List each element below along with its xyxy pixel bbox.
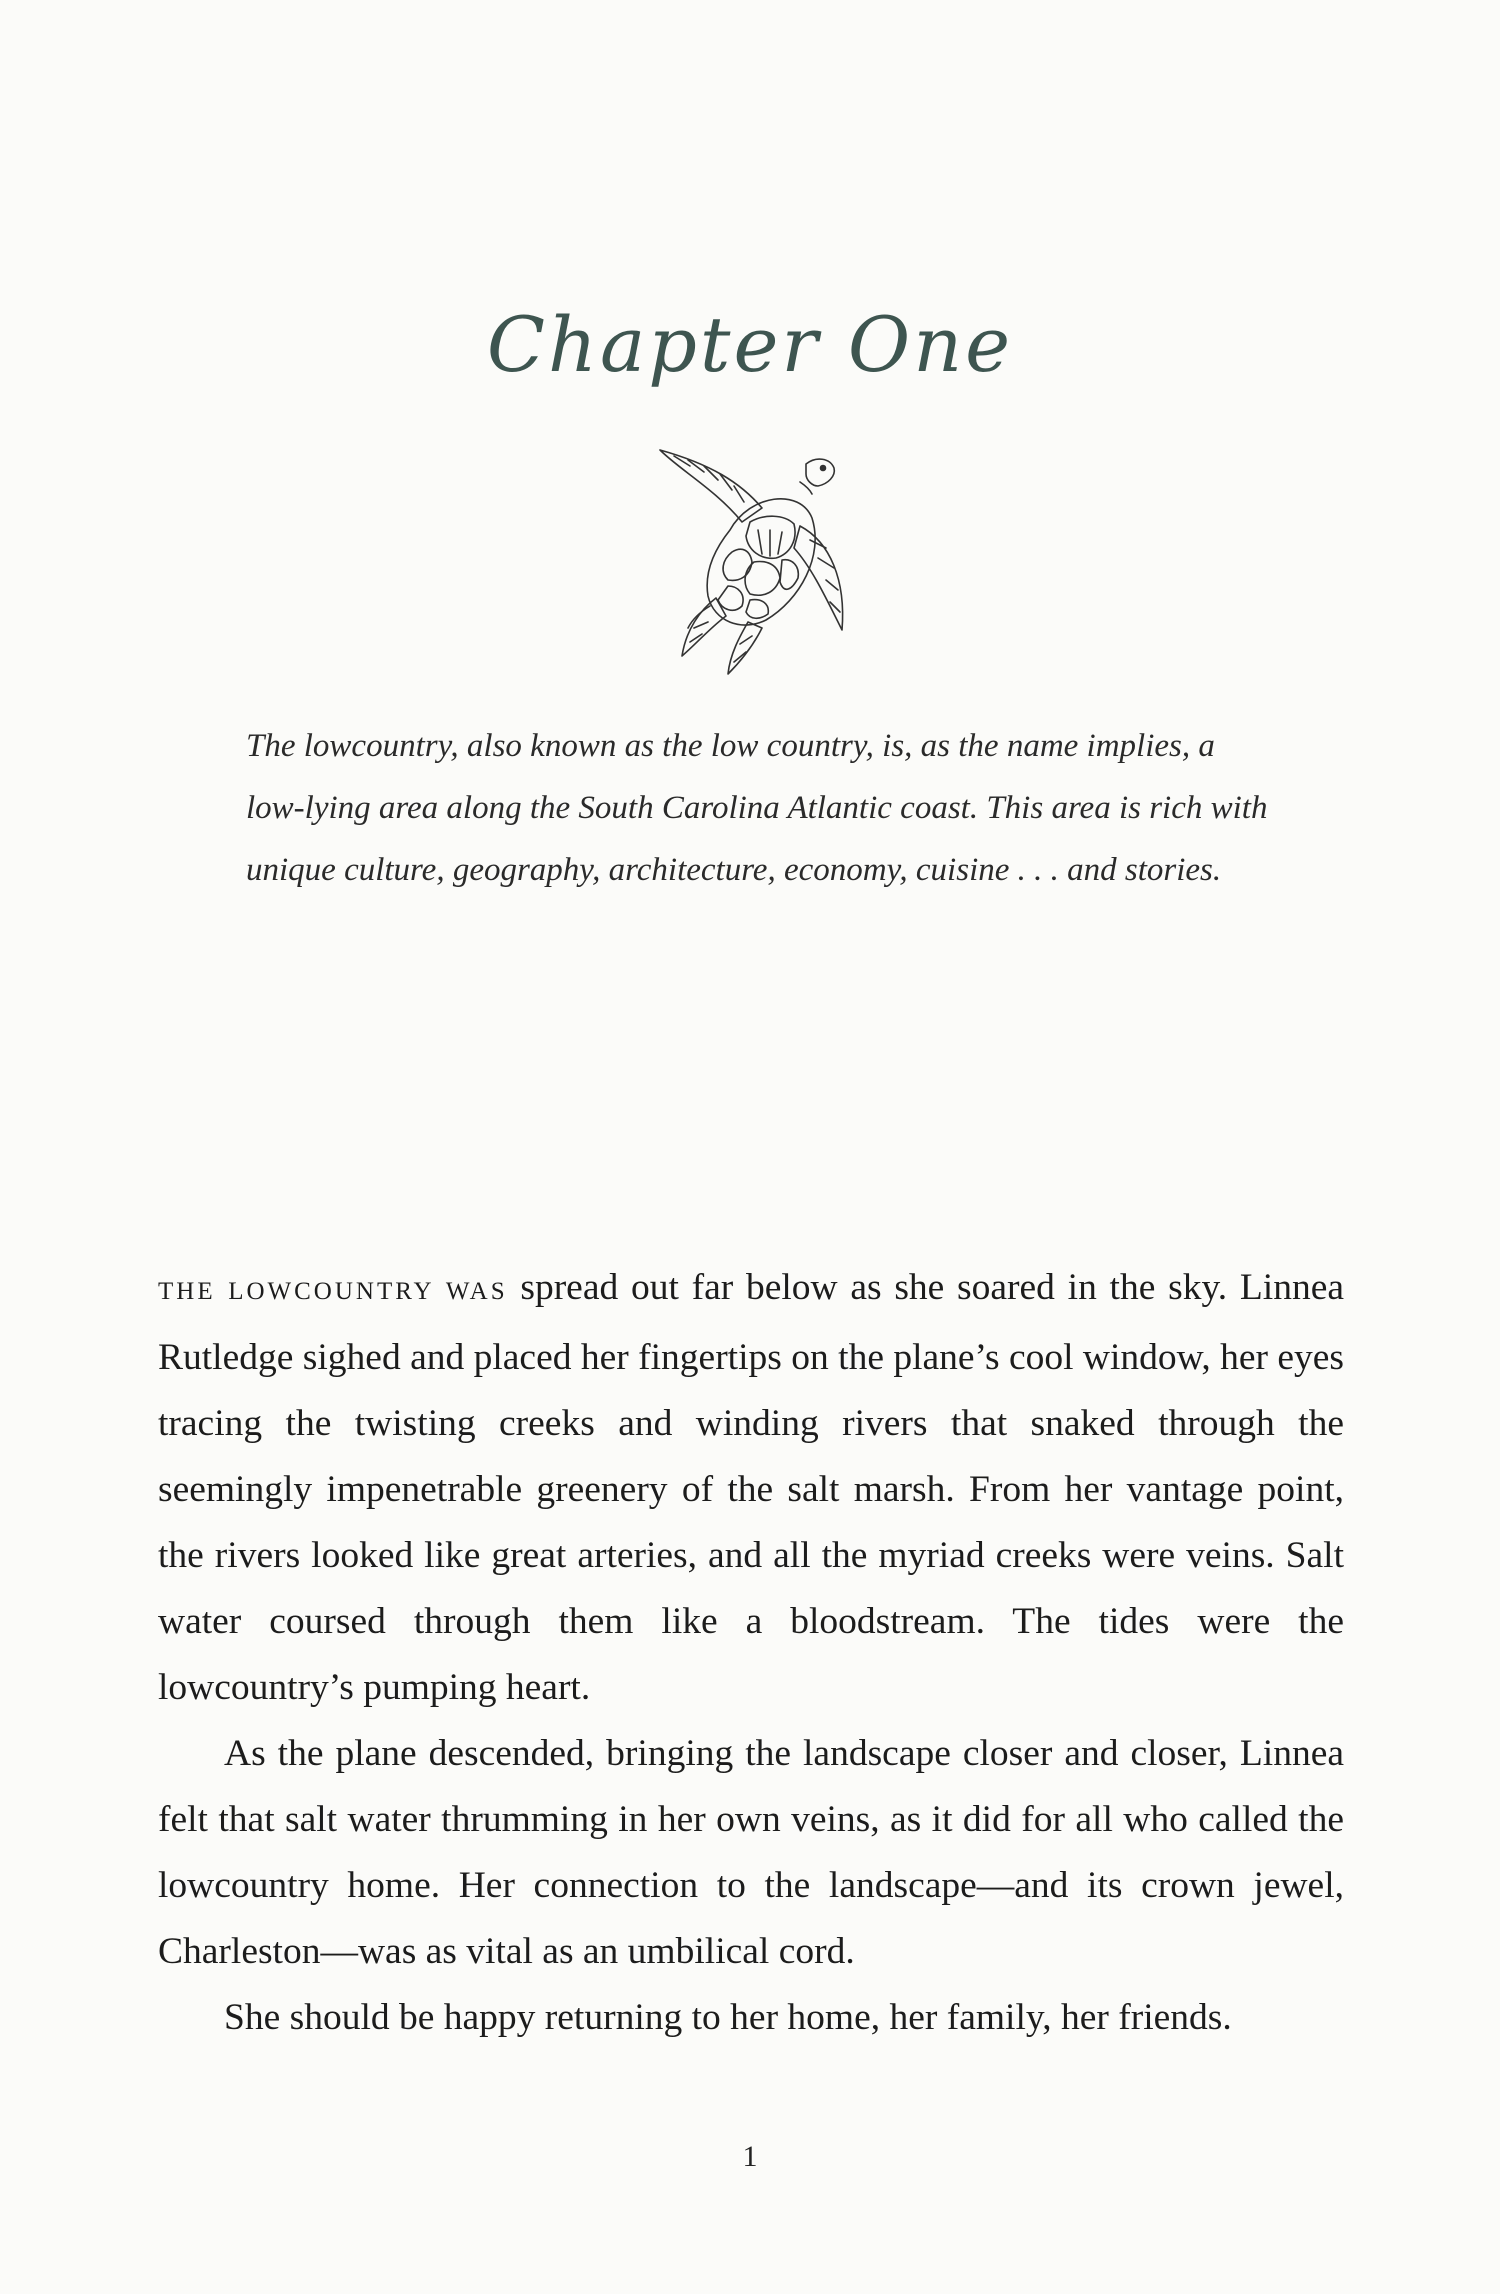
sea-turtle-icon xyxy=(630,430,870,680)
paragraph-text: spread out far below as she soared in the sky. Linnea Rutledge sighed and placed her fingertips on the plane’s cool window, her eyes tracing the twisting creeks and winding rivers that snaked through the seemingly impenetrable greenery of the salt marsh. From her vantage point, the rivers looked like great arteries, and all the myriad creeks were veins. Salt water coursed through them like a bloodstream. The tides were the lowcountry’s pumping heart. xyxy=(158,1267,1344,1708)
paragraph: She should be happy returning to her home, her family, her friends. xyxy=(224,1997,1232,2038)
page-number: 1 xyxy=(742,2140,758,2173)
chapter-epigraph: The lowcountry, also known as the low country, is, as the name implies, a low-lying area along the South Carolina Atlantic coast. This area is rich with unique culture, geography, architecture, economy, cuisine . . . and stories. xyxy=(246,728,1268,888)
opening-smallcaps: THE LOWCOUNTRY WAS xyxy=(158,1278,508,1305)
chapter-title: Chapter One xyxy=(486,300,1014,389)
chapter-body xyxy=(158,1255,1344,2051)
paragraph: As the plane descended, bringing the landscape closer and closer, Linnea felt that salt water thrumming in her own veins, as it did for all who called the lowcountry home. Her connection to the landscape—and its crown jewel, Charleston—was as vital as an umbilical cord. xyxy=(158,1733,1344,1972)
paragraph xyxy=(158,1255,1344,1721)
